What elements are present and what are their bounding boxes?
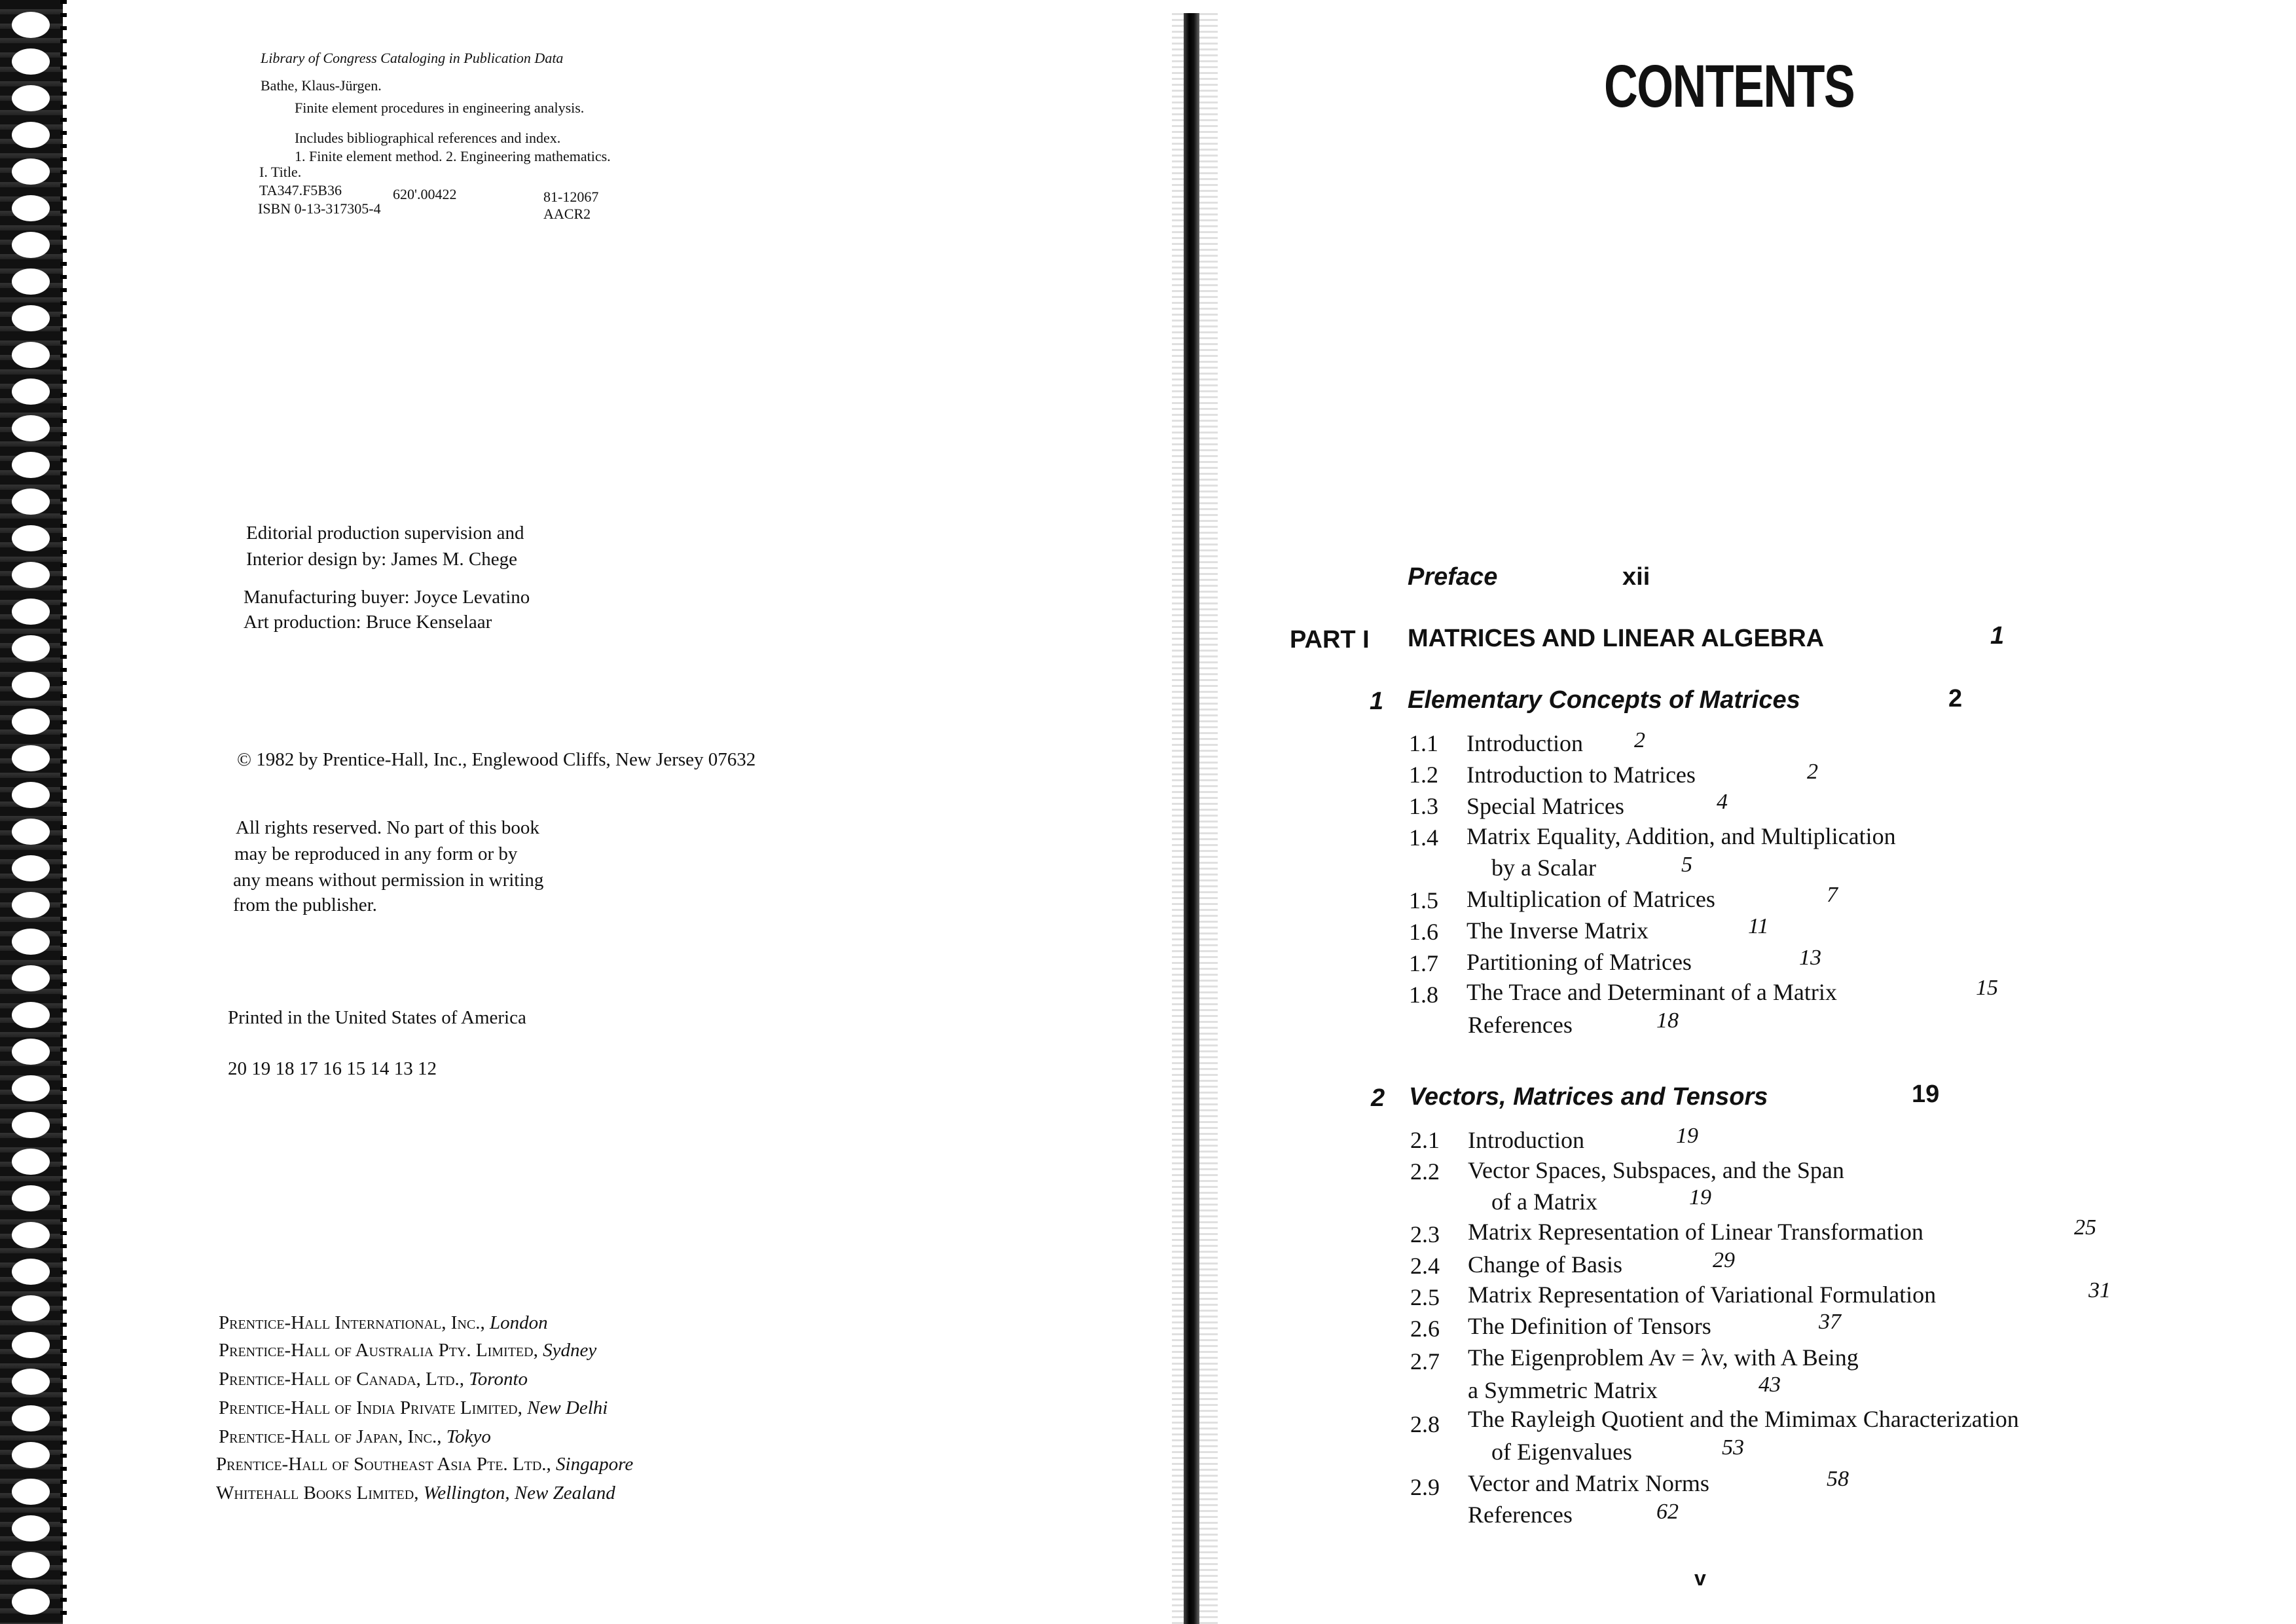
section-title-cont: by a Scalar [1491,855,1596,881]
section-page: 25 [2074,1215,2096,1240]
cip-lccn: 81-12067 [543,189,599,205]
binding-hole [12,158,50,185]
section-num: 1.5 [1409,887,1438,913]
section-num: 1.3 [1409,793,1438,819]
binding-hole [12,342,50,368]
credit-manufacturing: Manufacturing buyer: Joyce Levatino [244,587,530,608]
section-page: 7 [1827,883,1838,907]
binding-hole [12,452,50,478]
toc-chapter-page: 2 [1948,685,1963,712]
credit-art: Art production: Bruce Kenselaar [244,612,492,633]
toc-chapter-num: 2 [1371,1084,1385,1112]
toc-part-label: PART I [1290,626,1370,654]
toc-chapter-num: 1 [1370,688,1384,715]
references-title: References [1468,1012,1573,1038]
binding-hole [12,1295,50,1321]
toc-chapter-page: 19 [1912,1080,1940,1108]
publisher-entry: Prentice-Hall of Southeast Asia Pte. Ltd., Singapore [216,1454,634,1475]
binding-hole [12,1515,50,1541]
printed-in: Printed in the United States of America [228,1007,526,1028]
section-page: 43 [1758,1373,1781,1397]
references-page: 18 [1656,1008,1679,1033]
section-title: Introduction [1467,730,1583,756]
section-title-cont: of Eigenvalues [1491,1439,1632,1465]
section-title: Matrix Representation of Linear Transformation [1468,1219,1923,1245]
cip-subjects: 1. Finite element method. 2. Engineering mathematics. [295,148,611,164]
section-title: Partitioning of Matrices [1467,949,1692,975]
cip-isbn: ISBN 0-13-317305-4 [258,200,381,217]
binding-hole [12,892,50,918]
binding-hole [12,1222,50,1248]
section-num: 2.5 [1410,1284,1440,1310]
binding-hole [12,378,50,405]
publisher-entry: Prentice-Hall International, Inc., London [219,1312,548,1333]
binding-hole [12,855,50,881]
publisher-entry: Prentice-Hall of India Private Limited, New Delhi [219,1397,608,1418]
copyright-line: © 1982 by Prentice-Hall, Inc., Englewood Cliffs, New Jersey 07632 [237,749,756,770]
credit-editorial-1: Editorial production supervision and [246,523,524,544]
binding-hole [12,415,50,441]
section-page: 31 [2088,1278,2111,1302]
section-title: Matrix Representation of Variational Formulation [1468,1282,1937,1308]
publisher-entry: Prentice-Hall of Japan, Inc., Tokyo [219,1426,491,1447]
binding-hole [12,232,50,258]
binding-hole [12,268,50,295]
section-page: 58 [1827,1467,1849,1491]
binding-hole [12,1479,50,1505]
binding-hole [12,1552,50,1578]
binding-hole [12,1039,50,1065]
section-num: 2.2 [1410,1158,1440,1185]
publisher-entry: Prentice-Hall of Australia Pty. Limited, Sydney [219,1340,597,1361]
section-num: 1.4 [1409,824,1438,851]
section-num: 2.3 [1410,1221,1440,1247]
cip-title: Finite element procedures in engineering analysis. [295,100,585,116]
binding-hole [12,1589,50,1615]
contents-title: CONTENTS [1604,53,1855,120]
section-page: 13 [1799,946,1821,970]
toc-chapter-title: Elementary Concepts of Matrices [1408,686,1800,714]
section-num: 1.2 [1409,762,1438,788]
references-page: 62 [1656,1500,1679,1524]
cip-rules: AACR2 [543,206,591,222]
binding-hole [12,819,50,845]
binding-hole [12,85,50,111]
binding-hole [12,12,50,38]
section-title: The Eigenproblem Av = λv, with A Being [1468,1344,1859,1371]
section-num: 2.6 [1410,1316,1440,1342]
section-num: 1.8 [1409,982,1438,1008]
section-title: Matrix Equality, Addition, and Multiplication [1467,823,1896,849]
binding-hole [12,489,50,515]
binding-hole [12,1002,50,1028]
section-page: 19 [1689,1185,1711,1209]
binding-hole [12,525,50,551]
credit-editorial-2: Interior design by: James M. Chege [246,549,517,570]
section-num: 1.7 [1409,950,1438,976]
section-title-cont: a Symmetric Matrix [1468,1377,1658,1403]
section-num: 2.8 [1410,1411,1440,1437]
binding-hole [12,635,50,661]
toc-chapter-title: Vectors, Matrices and Tensors [1409,1083,1768,1111]
section-page: 2 [1634,728,1645,752]
section-title-cont: of a Matrix [1491,1189,1597,1215]
toc-part-title: MATRICES AND LINEAR ALGEBRA [1408,625,1825,652]
section-title: Introduction to Matrices [1467,762,1696,788]
binding-hole [12,709,50,735]
section-title: Multiplication of Matrices [1467,886,1715,912]
binding-hole [12,1259,50,1285]
binding-hole [12,965,50,991]
cip-title-entry: I. Title. [259,164,302,180]
section-page: 37 [1819,1310,1841,1334]
section-num: 1.6 [1409,919,1438,945]
binding-hole [12,672,50,698]
binding-hole [12,782,50,808]
binding-hole [12,929,50,955]
references-title: References [1468,1502,1573,1528]
publisher-entry: Whitehall Books Limited, Wellington, New Zealand [216,1483,615,1504]
section-title: Change of Basis [1468,1251,1622,1278]
section-title: Special Matrices [1467,793,1624,819]
section-title: Introduction [1468,1127,1584,1153]
book-spine [1184,13,1199,1624]
rights-line: any means without permission in writing [233,870,544,891]
binding-hole [12,1075,50,1101]
binding-hole [12,599,50,625]
section-page: 19 [1676,1124,1698,1148]
binding-hole [12,1185,50,1211]
section-num: 2.1 [1410,1127,1440,1153]
toc-part-page: 1 [1990,622,2005,650]
rights-line: All rights reserved. No part of this book [236,817,539,838]
print-line: 20 19 18 17 16 15 14 13 12 [228,1058,437,1079]
section-page: 4 [1717,790,1728,814]
section-page: 53 [1722,1435,1744,1460]
page-folio: v [1694,1566,1706,1590]
binding-hole [12,48,50,75]
rights-line: from the publisher. [233,895,377,915]
binding-hole [12,305,50,331]
toc-preface-page: xii [1622,563,1650,591]
section-page: 29 [1713,1248,1735,1272]
cip-call-number: TA347.F5B36 [259,182,342,198]
section-title: The Rayleigh Quotient and the Mimimax Characterization [1468,1406,2019,1432]
cip-includes: Includes bibliographical references and index. [295,130,561,146]
toc-preface: Preface [1408,563,1498,591]
binding-hole [12,1369,50,1395]
section-title: The Definition of Tensors [1468,1313,1711,1339]
rights-line: may be reproduced in any form or by [234,843,518,864]
publisher-entry: Prentice-Hall of Canada, Ltd., Toronto [219,1369,528,1390]
binding-hole [12,1332,50,1358]
section-title: Vector Spaces, Subspaces, and the Span [1468,1157,1844,1183]
binding-hole [12,562,50,588]
binding-hole [12,1442,50,1468]
section-title: The Trace and Determinant of a Matrix [1467,979,1837,1005]
section-title: Vector and Matrix Norms [1468,1470,1709,1496]
binding-hole [12,122,50,148]
section-page: 5 [1681,853,1692,877]
section-num: 2.4 [1410,1253,1440,1279]
section-page: 15 [1976,976,1998,1000]
binding-hole [12,1149,50,1175]
cip-author: Bathe, Klaus-Jürgen. [261,77,382,94]
cip-heading: Library of Congress Cataloging in Publication Data [261,50,564,66]
section-page: 2 [1807,760,1818,784]
section-title: The Inverse Matrix [1467,917,1649,944]
section-num: 1.1 [1409,730,1438,756]
section-page: 11 [1748,914,1769,938]
section-num: 2.7 [1410,1348,1440,1375]
binding-hole [12,745,50,771]
binding-hole [12,1112,50,1138]
section-num: 2.9 [1410,1474,1440,1500]
cip-dewey: 620'.00422 [393,186,457,202]
binding-hole [12,1405,50,1431]
binding-hole [12,195,50,221]
